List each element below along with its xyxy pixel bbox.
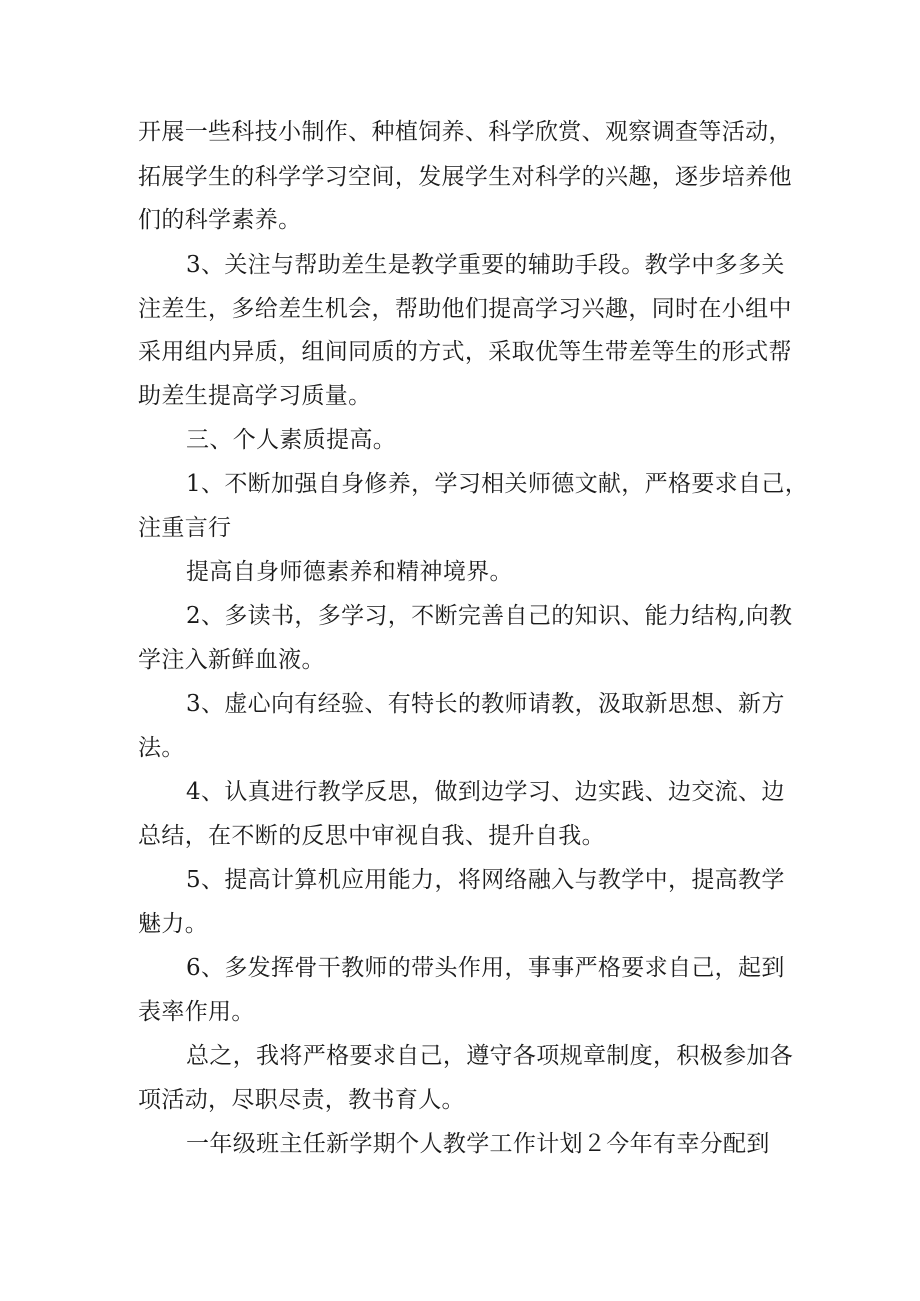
text-line: 总结，在不断的反思中审视自我、提升自我。	[138, 823, 605, 849]
text-line: 们的科学素养。	[138, 207, 302, 233]
text-line: 学注入新鲜血液。	[138, 647, 325, 673]
text-line: 注重言行	[138, 515, 232, 541]
text-line: 4、认真进行教学反思，做到边学习、边实践、边交流、边	[186, 779, 785, 805]
text-line: 6、多发挥骨干教师的带头作用，事事严格要求自己，起到	[186, 955, 785, 981]
text-line: 2、多读书，多学习，不断完善自己的知识、能力结构,向教	[186, 603, 793, 629]
text-line: 开展一些科技小制作、种植饲养、科学欣赏、观察调查等活动，	[138, 119, 792, 145]
text-line: 表率作用。	[138, 999, 255, 1025]
text-line: 项活动，尽职尽责，教书育人。	[138, 1087, 465, 1113]
text-line: 1、不断加强自身修养，学习相关师德文献，严格要求自己，	[186, 471, 809, 497]
text-line: 3、关注与帮助差生是教学重要的辅助手段。教学中多多关	[186, 252, 785, 278]
section-heading: 三、个人素质提高。	[186, 427, 397, 453]
text-line: 魅力。	[138, 911, 209, 937]
text-line: 总之，我将严格要求自己，遵守各项规章制度，积极参加各	[186, 1043, 794, 1069]
text-line: 法。	[138, 735, 185, 761]
text-line: 一年级班主任新学期个人教学工作计划２今年有幸分配到	[186, 1131, 770, 1157]
text-line: 3、虚心向有经验、有特长的教师请教，汲取新思想、新方	[186, 691, 785, 717]
text-line: 注差生，多给差生机会，帮助他们提高学习兴趣，同时在小组中	[138, 296, 792, 322]
text-line: 5、提高计算机应用能力，将网络融入与教学中，提高教学	[186, 867, 785, 893]
text-line: 采用组内异质，组间同质的方式，采取优等生带差等生的形式帮	[138, 339, 792, 365]
text-line: 拓展学生的科学学习空间，发展学生对科学的兴趣，逐步培养他	[138, 164, 792, 190]
text-line: 提高自身师德素养和精神境界。	[186, 559, 513, 585]
text-line: 助差生提高学习质量。	[138, 383, 372, 409]
